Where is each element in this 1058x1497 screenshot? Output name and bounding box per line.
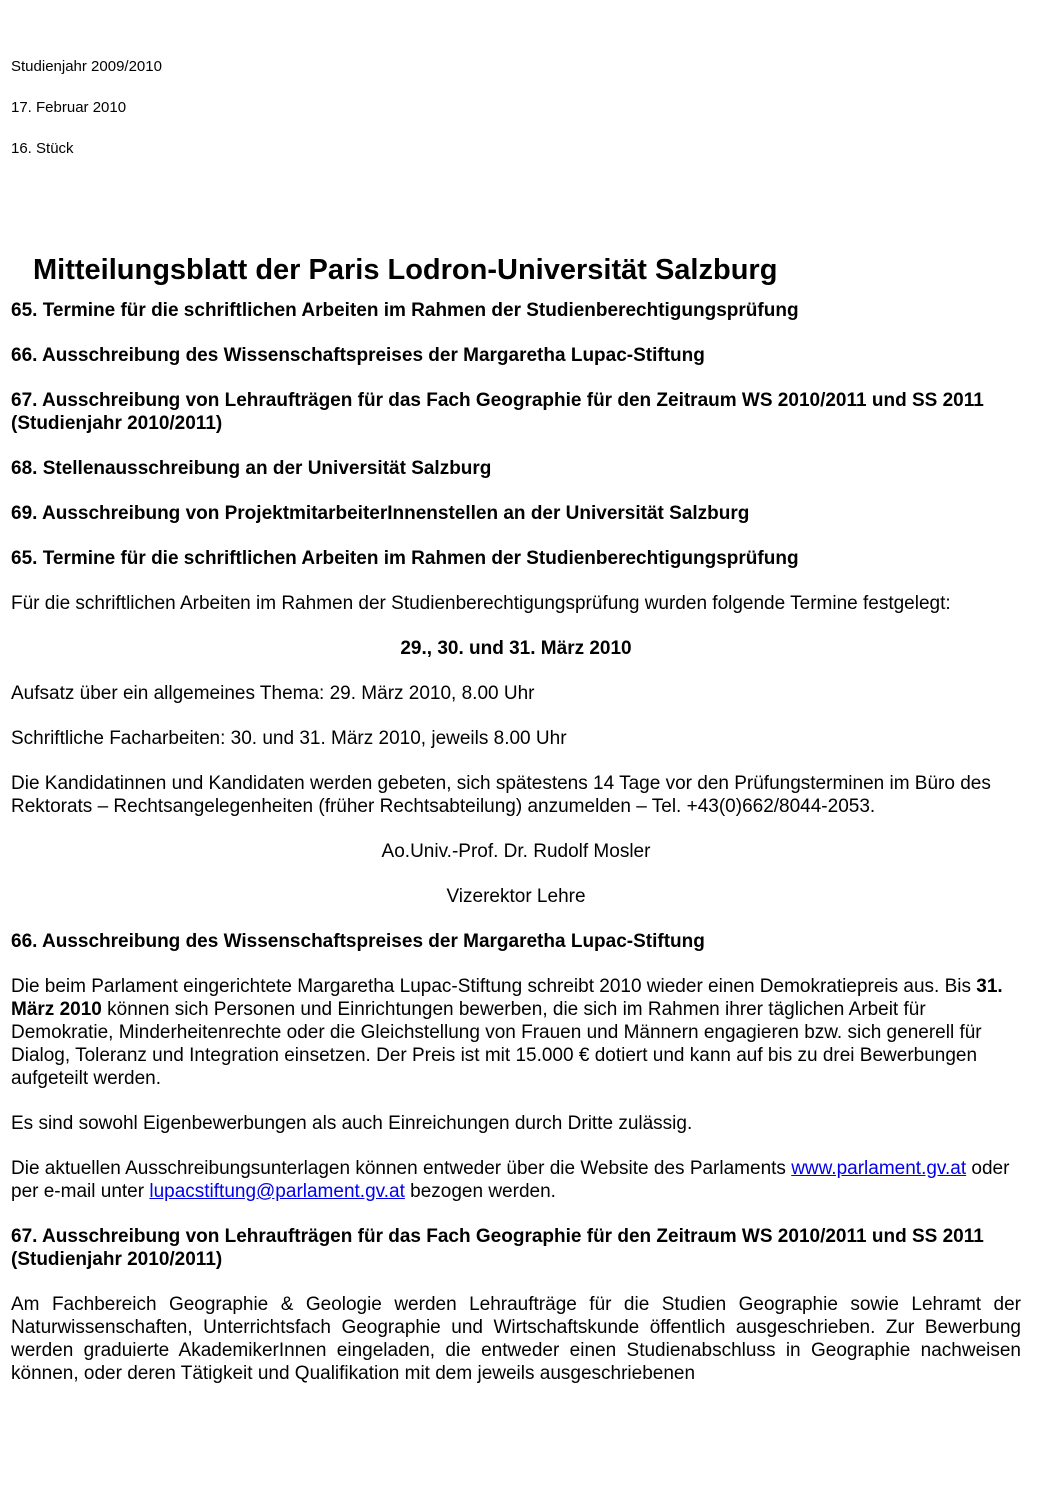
section-67-heading: 67. Ausschreibung von Lehraufträgen für das Fach Geographie für den Zeitraum WS 2010/2011 und SS 2011 (Studienjahr 2010/2011) [11,1226,984,1270]
section-66-text: Die aktuellen Ausschreibungsunterlagen können entweder über die Website des Parlaments [11,1158,792,1179]
section-65-papers: Schriftliche Facharbeiten: 30. und 31. März 2010, jeweils 8.00 Uhr [11,728,567,749]
section-67-paragraph-1: Am Fachbereich Geographie & Geologie werden Lehraufträge für die Studien Geographie sowie Lehramt der Naturwissenschaften, Unterrichtsfach Geographie und Wirtschaftskunde öffentlich ausgeschrieben. Zur Bewerbung werden graduierte AkademikerInnen eingeladen, die entweder einen Studienabschluss in Geographie nachweisen können, oder deren Tätigkeit und Qualifikation mit dem jeweils ausgeschriebenen [11,1294,1021,1384]
toc-item: 68. Stellenausschreibung an der Universität Salzburg [11,458,492,479]
section-66-text: bezogen werden. [404,1181,556,1202]
academic-year: Studienjahr 2009/2010 [11,58,162,75]
signatory-role: Vizerektor Lehre [446,886,586,907]
section-66-heading: 66. Ausschreibung des Wissenschaftspreises der Margaretha Lupac-Stiftung [11,931,705,952]
issue-number: 16. Stück [11,140,74,157]
toc-item: 69. Ausschreibung von ProjektmitarbeiterInnenstellen an der Universität Salzburg [11,503,750,524]
signatory-name: Ao.Univ.-Prof. Dr. Rudolf Mosler [381,841,651,862]
section-65-registration: Die Kandidatinnen und Kandidaten werden gebeten, sich spätestens 14 Tage vor den Prüfungsterminen im Büro des Rektorats – Rechtsangelegenheiten (früher Rechtsabteilung) anzumelden – Tel. +43(0)662/8044-2053. [11,773,991,817]
section-66-text: können sich Personen und Einrichtungen bewerben, die sich im Rahmen ihrer täglichen Arbeit für Demokratie, Minderheitenrechte oder die Gleichstellung von Frauen und Männern engagieren bzw. sich generell für Dialog, Toleranz und Integration einsetzen. Der Preis ist mit 15.000 € dotiert und kann auf bis zu drei Bewerbungen aufgeteilt werden. [11,999,982,1089]
toc-item: 67. Ausschreibung von Lehraufträgen für das Fach Geographie für den Zeitraum WS 2010/2011 und SS 2011 (Studienjahr 2010/2011) [11,390,984,434]
document-body [11,299,1021,1407]
lupac-email-link[interactable]: lupacstiftung@parlament.gv.at [149,1181,405,1202]
section-65-dates: 29., 30. und 31. März 2010 [400,638,632,659]
section-66-paragraph-3 [11,1157,1021,1203]
section-66-paragraph-2: Es sind sowohl Eigenbewerbungen als auch Einreichungen durch Dritte zulässig. [11,1113,693,1134]
parliament-website-link[interactable]: www.parlament.gv.at [791,1158,967,1179]
issue-date: 17. Februar 2010 [11,99,127,116]
section-66-text: oder per e-mail unter [11,1158,1010,1202]
toc-item: 66. Ausschreibung des Wissenschaftspreises der Margaretha Lupac-Stiftung [11,345,705,366]
section-66-paragraph-1 [11,975,1021,1090]
page-title: Mitteilungsblatt der Paris Lodron-Universität Salzburg [33,254,778,287]
section-65-intro: Für die schriftlichen Arbeiten im Rahmen der Studienberechtigungsprüfung wurden folgende Termine festgelegt: [11,593,951,614]
deadline-date: 31. März 2010 [11,976,1003,1020]
section-65-essay: Aufsatz über ein allgemeines Thema: 29. März 2010, 8.00 Uhr [11,683,535,704]
section-65-heading: 65. Termine für die schriftlichen Arbeiten im Rahmen der Studienberechtigungsprüfung [11,548,799,569]
section-66-text: Die beim Parlament eingerichtete Margaretha Lupac-Stiftung schreibt 2010 wieder einen Demokratiepreis aus. Bis [11,976,977,997]
toc-item: 65. Termine für die schriftlichen Arbeiten im Rahmen der Studienberechtigungsprüfung [11,300,799,321]
